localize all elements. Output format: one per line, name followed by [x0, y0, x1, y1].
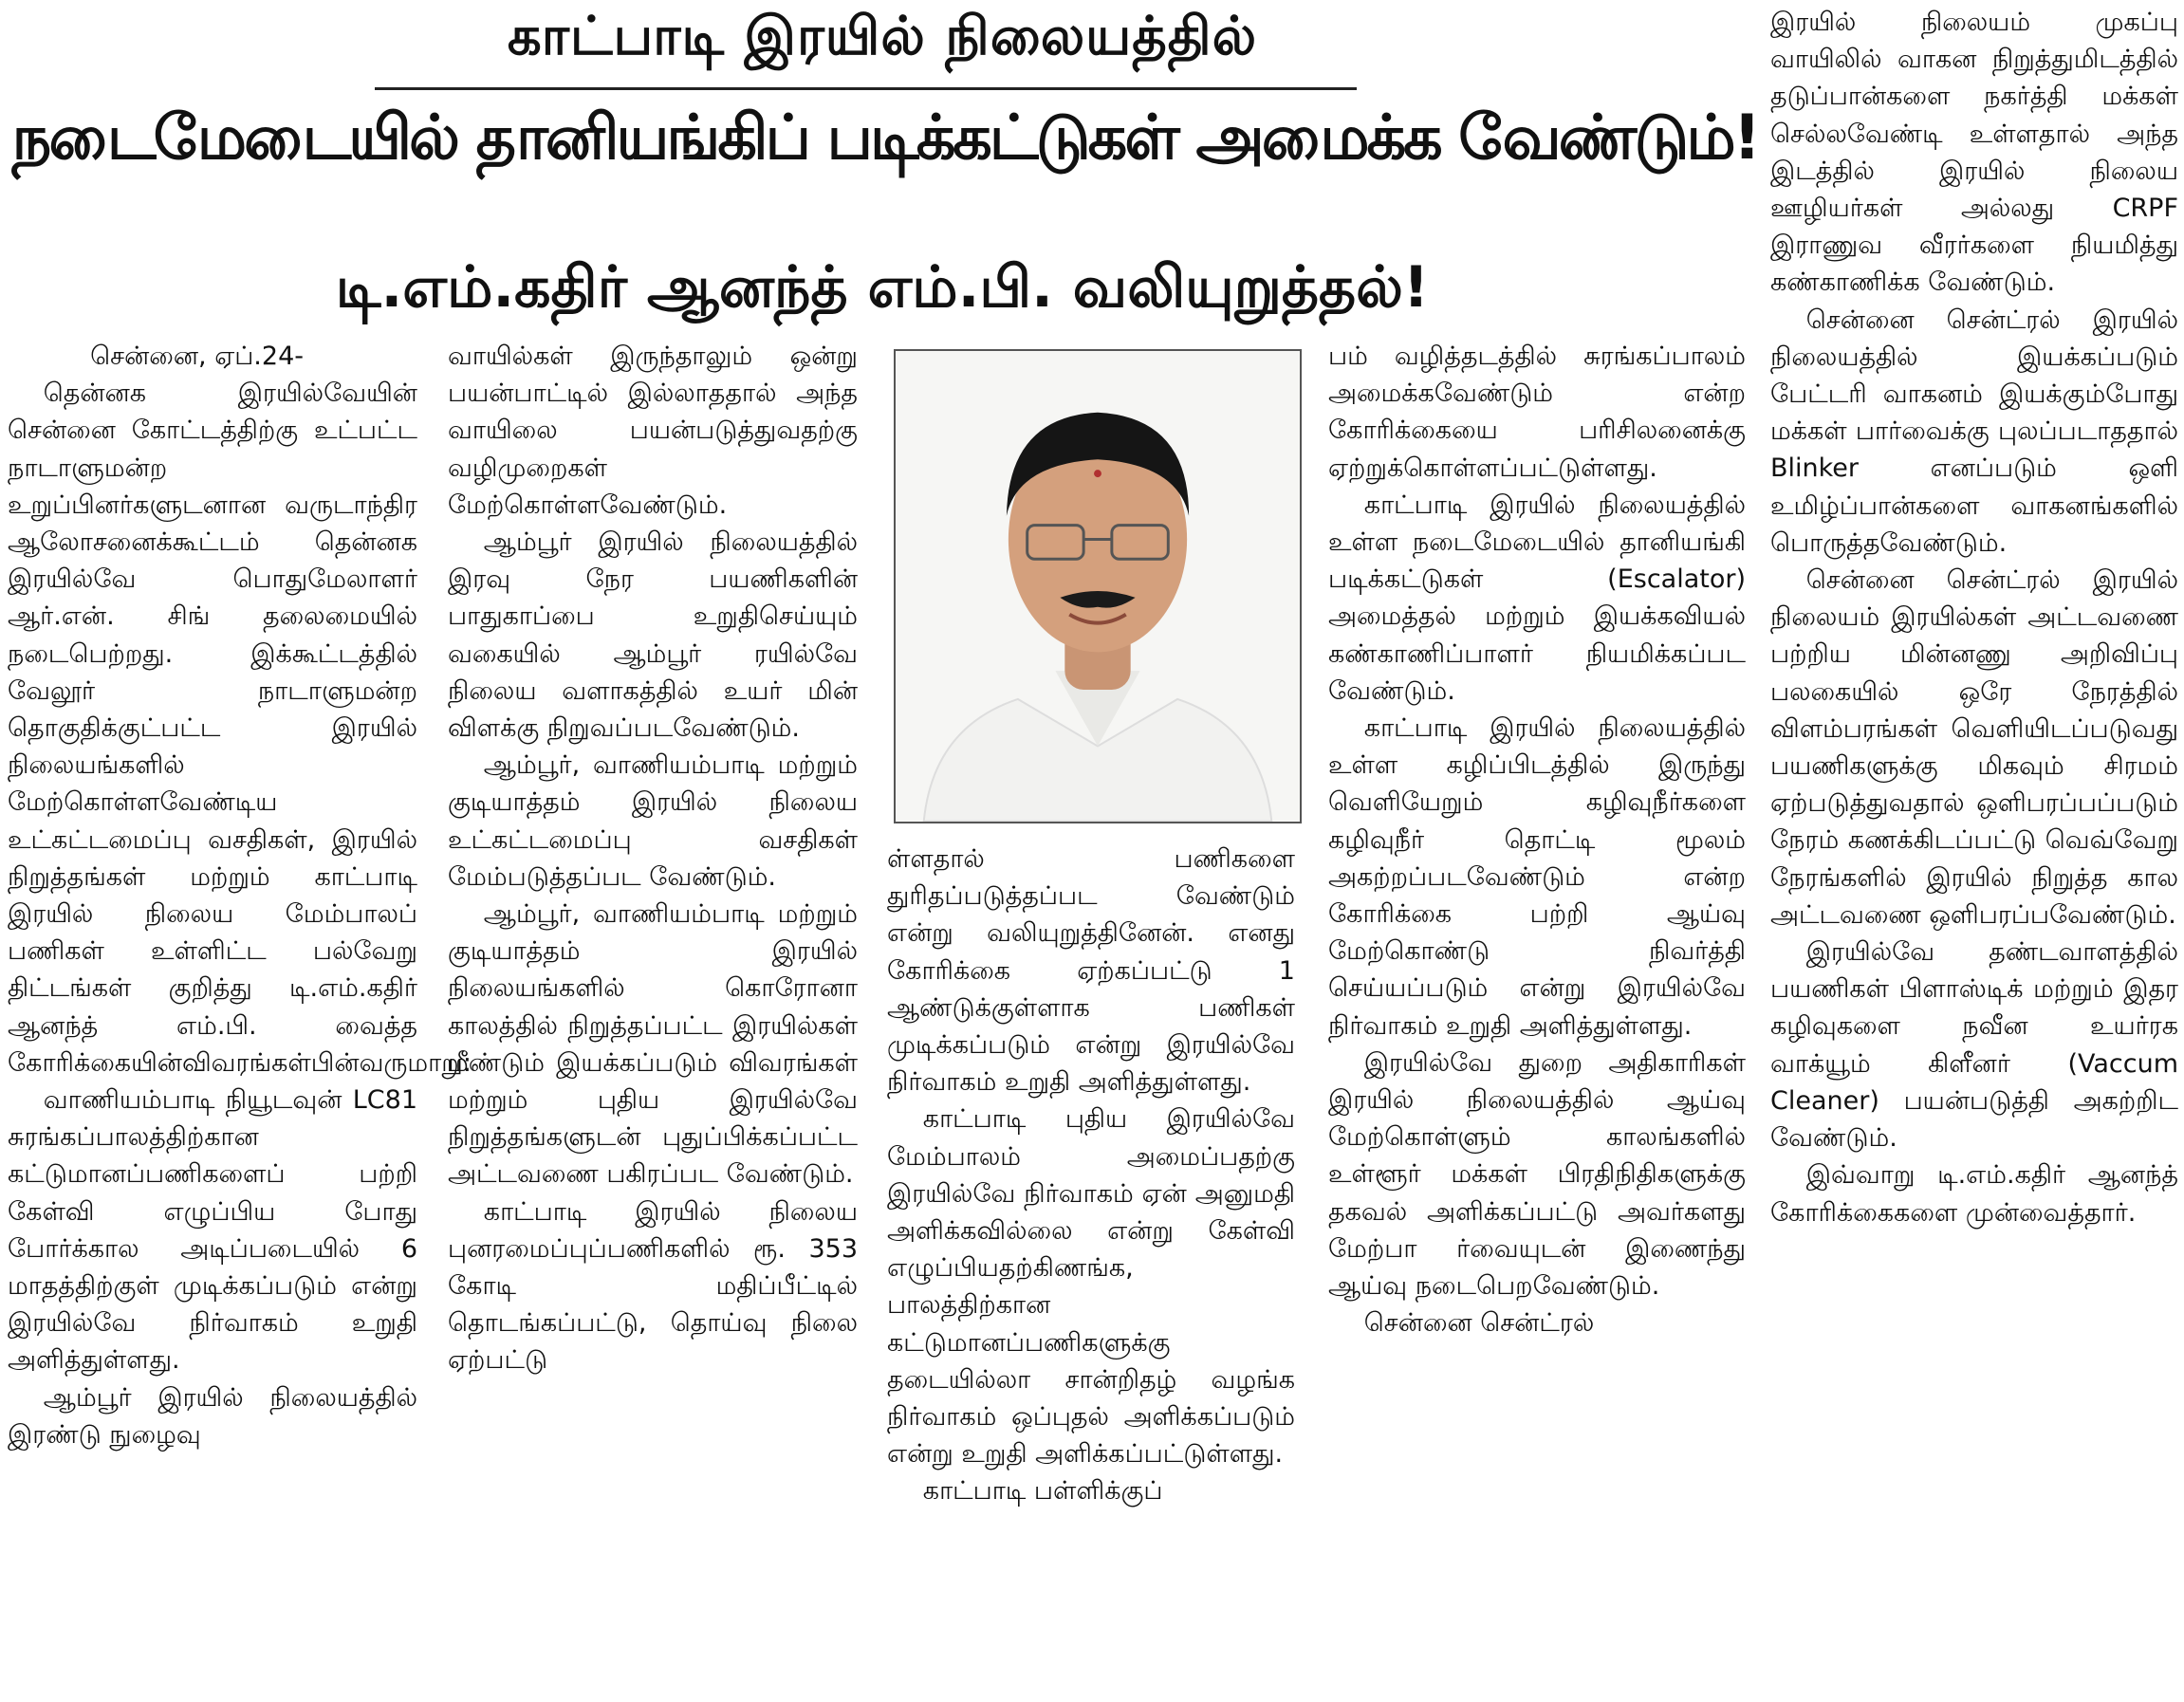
column-paragraph: ள்ளதால் பணிகளை துரிதப்படுத்தப்பட வேண்டும் என்று வலியுறுத்தினேன். எனது கோரிக்கை ஏற்கப்பட்டு 1 ஆண்டுக்குள்ளாக பணிகள் முடிக்கப்படும் என்று இரயில்வே நிர்வாகம் உறுதி அளித்துள்ளது. — [887, 844, 1295, 1098]
column-paragraph: பம் வழித்தடத்தில் சுரங்கப்பாலம் அமைக்கவேண்டும் என்ற கோரிக்கையை பரிசிலனைக்கு ஏற்றுக்கொள்ளப்பட்டுள்ளது. — [1328, 342, 1746, 483]
article-column-5 — [1770, 4, 2178, 1231]
column-paragraph: சென்னை சென்ட்ரல் — [1363, 1308, 1595, 1339]
column-paragraph: ஆம்பூர் இரயில் நிலையத்தில் இரவு நேர பயணிகளின் பாதுகாப்பை உறுதிசெய்யும் வகையில் ஆம்பூர் ரயில்வே நிலைய வளாகத்தில் உயர் மின் விளக்கு நிறுவப்படவேண்டும். — [448, 527, 858, 744]
column-paragraph: காட்பாடி இரயில் நிலைய புனரமைப்புப்பணிகளில் ரூ. 353 கோடி மதிப்பீட்டில் தொடங்கப்பட்டு, தொய்வு நிலை ஏற்பட்டு — [448, 1196, 858, 1376]
column-paragraph: சென்னை சென்ட்ரல் இரயில் நிலையம் இரயில்கள் அட்டவணை பற்றிய மின்னணு அறிவிப்பு பலகையில் ஒரே நேரத்தில் விளம்பரங்கள் வெளியிடப்படுவது பயணிகளுக்கு மிகவும் சிரமம் ஏற்படுத்துவதால் ஒளிபரப்பப்படும் நேரம் கணக்கிடப்பட்டு வெவ்வேறு நேரங்களில் இரயில் நிறுத்த கால அட்டவணை ஒளிபரப்பவேண்டும். — [1770, 565, 2178, 930]
portrait-illustration — [896, 351, 1300, 822]
dateline: சென்னை, ஏப்.24- — [90, 342, 304, 371]
kicker-line: காட்பாடி இரயில் நிலையத்தில் — [507, 6, 1258, 67]
column-paragraph: ஆம்பூர், வாணியம்பாடி மற்றும் குடியாத்தம் இரயில் நிலைய உட்கட்டமைப்பு வசதிகள் மேம்படுத்தப்பட வேண்டும். — [448, 750, 858, 892]
subheadline: டி.எம்.கதிர் ஆனந்த் எம்.பி. வலியுறுத்தல்! — [335, 254, 1430, 321]
kicker-rule — [375, 87, 1357, 90]
column-paragraph: ஆம்பூர் இரயில் நிலையத்தில் இரண்டு நுழைவு — [8, 1382, 417, 1450]
article-column-2 — [448, 338, 858, 1379]
article-column-4 — [1328, 338, 1746, 1341]
column-paragraph: வாயில்கள் இருந்தாலும் ஒன்று பயன்பாட்டில் இல்லாததால் அந்த வாயிலை பயன்படுத்துவதற்கு வழிமுறைகள் மேற்கொள்ளவேண்டும். — [448, 342, 858, 520]
column-paragraph: சென்னை சென்ட்ரல் இரயில் நிலையத்தில் இயக்கப்படும் பேட்டரி வாகனம் இயக்கும்போது மக்கள் பார்வைக்கு புலப்படாததால் Blinker எனப்படும் ஒளி உமிழ்ப்பான்களை வாகனங்களில் பொருத்தவேண்டும். — [1770, 305, 2178, 558]
column-paragraph: காட்பாடி பள்ளிக்குப் — [922, 1476, 1163, 1507]
column-paragraph: ஆம்பூர், வாணியம்பாடி மற்றும் குடியாத்தம் இரயில் நிலையங்களில் கொரோனா காலத்தில் நிறுத்தப்பட்ட இரயில்கள் மீண்டும் இயக்கப்படும் விவரங்கள் மற்றும் புதிய இரயில்வே நிறுத்தங்களுடன் புதுப்பிக்கப்பட்ட அட்டவணை பகிரப்பட வேண்டும். — [448, 899, 858, 1190]
column-paragraph: இரயில்வே தண்டவாளத்தில் பயணிகள் பிளாஸ்டிக் மற்றும் இதர கழிவுகளை நவீன உயர்ரக வாக்யூம் கிளீனர் (Vaccum Cleaner) பயன்படுத்தி அகற்றிட வேண்டும். — [1770, 937, 2178, 1154]
column-paragraph: தென்னக இரயில்வேயின் சென்னை கோட்டத்திற்கு உட்பட்ட நாடாளுமன்ற உறுப்பினர்களுடனான வருடாந்திர ஆலோசனைக்கூட்டம் தென்னக இரயில்வே பொதுமேலாளர் ஆர்.என். சிங் தலைமையில் நடைபெற்றது. இக்கூட்டத்தில் வேலூர் நாடாளுமன்ற தொகுதிக்குட்பட்ட இரயில் நிலையங்களில் மேற்கொள்ளவேண்டிய உட்கட்டமைப்பு வசதிகள், இரயில் நிறுத்தங்கள் மற்றும் காட்பாடி இரயில் நிலைய மேம்பாலப் பணிகள் உள்ளிட்ட பல்வேறு திட்டங்கள் குறித்து டி.எம்.கதிர் ஆனந்த் எம்.பி. வைத்த கோரிக்கையின்விவரங்கள்பின்வருமாறு: — [8, 379, 472, 1078]
column-paragraph: இவ்வாறு டி.எம்.கதிர் ஆனந்த் கோரிக்கைகளை முன்வைத்தார். — [1770, 1160, 2178, 1228]
column-paragraph: இரயில்வே துறை அதிகாரிகள் இரயில் நிலையத்தில் ஆய்வு மேற்கொள்ளும் காலங்களில் உள்ளூர் மக்கள் பிரதிநிதிகளுக்கு தகவல் அளிக்கப்பட்டு அவர்களது மேற்பா ர்வையுடன் இணைந்து ஆய்வு நடைபெறவேண்டும். — [1328, 1047, 1746, 1302]
column-paragraph: காட்பாடி இரயில் நிலையத்தில் உள்ள கழிப்பிடத்தில் இருந்து வெளியேறும் கழிவுநீர்களை கழிவுநீர் தொட்டி மூலம் அகற்றப்படவேண்டும் என்ற கோரிக்கை பற்றி ஆய்வு மேற்கொண்டு நிவர்த்தி செய்யப்படும் என்று இரயில்வே நிர்வாகம் உறுதி அளித்துள்ளது. — [1328, 713, 1746, 1041]
article-column-3 — [887, 841, 1295, 1510]
article-column-1 — [8, 338, 472, 1453]
column-paragraph: காட்பாடி இரயில் நிலையத்தில் உள்ள நடைமேடையில் தானியங்கி படிக்கட்டுகள் (Escalator) அமைத்தல் மற்றும் இயக்கவியல் கண்காணிப்பாளர் நியமிக்கப்பட வேண்டும். — [1328, 490, 1746, 706]
column-paragraph: இரயில் நிலையம் முகப்பு வாயிலில் வாகன நிறுத்துமிடத்தில் தடுப்பான்களை நகர்த்தி மக்கள் செல்லவேண்டி உள்ளதால் அந்த இடத்தில் இரயில் நிலைய ஊழியர்கள் அல்லது CRPF இராணுவ வீரர்களை நியமித்து கண்காணிக்க வேண்டும். — [1770, 8, 2178, 298]
column-paragraph: காட்பாடி புதிய இரயில்வே மேம்பாலம் அமைப்பதற்கு இரயில்வே நிர்வாகம் ஏன் அனுமதி அளிக்கவில்லை என்று கேள்வி எழுப்பியதற்கிணங்க, பாலத்திற்கான கட்டுமானப்பணிகளுக்கு தடையில்லா சான்றிதழ் வழங்க நிர்வாகம் ஒப்புதல் அளிக்கப்படும் என்று உறுதி அளிக்கப்பட்டுள்ளது. — [887, 1104, 1295, 1470]
portrait-photo — [894, 349, 1302, 823]
column-paragraph: வாணியம்பாடி நியூடவுன் LC81 சுரங்கப்பாலத்திற்கான கட்டுமானப்பணிகளைப் பற்றி கேள்வி எழுப்பிய போது போர்க்கால அடிப்படையில் 6 மாதத்திற்குள் முடிக்கப்படும் என்று இரயில்வே நிர்வாகம் உறுதி அளித்துள்ளது. — [8, 1085, 417, 1376]
headline: நடைமேடையில் தானியங்கிப் படிக்கட்டுகள் அமைக்க வேண்டும்! — [11, 102, 1759, 174]
